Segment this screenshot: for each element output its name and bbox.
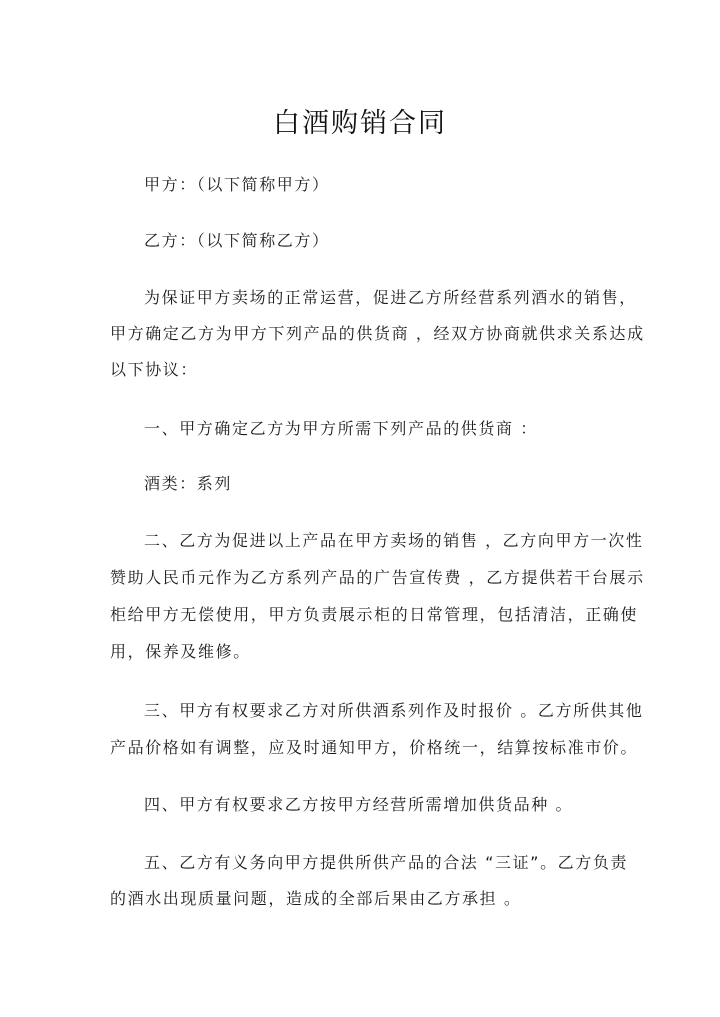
clause-1-line-1: 一、甲方确定乙方为甲方所需下列产品的供货商 ： — [144, 419, 538, 438]
preamble-line-3: 以下协议： — [110, 360, 199, 379]
party-a-line: 甲方：（以下简称甲方） — [144, 175, 330, 194]
clause-3-line-2: 产品价格如有调整，应及时通知甲方，价格统一，结算按标准市价。 — [110, 738, 639, 757]
clause-2-line-4: 用，保养及维修。 — [110, 642, 251, 661]
party-b-line: 乙方：（以下简称乙方） — [144, 231, 330, 250]
preamble-line-2: 甲方确定乙方为甲方下列产品的供货商 ，经双方协商就供求关系达成 — [110, 324, 645, 343]
clause-2-line-2: 赞助人民币元作为乙方系列产品的广告宣传费 ，乙方提供若干台展示 — [110, 568, 645, 587]
clause-3-line-1: 三、甲方有权要求乙方对所供酒系列作及时报价 。乙方所供其他 — [144, 701, 644, 720]
clause-2-line-1: 二、乙方为促进以上产品在甲方卖场的销售 ，乙方向甲方一次性 — [144, 531, 644, 550]
liquor-type-line: 酒类：系列 — [144, 474, 233, 493]
clause-5-line-1: 五、乙方有义务向甲方提供所供产品的合法 “三证”。乙方负责 — [144, 853, 629, 872]
clause-4-line-1: 四、甲方有权要求乙方按甲方经营所需增加供货品种 。 — [144, 795, 574, 814]
clause-2-line-3: 柜给甲方无偿使用，甲方负责展示柜的日常管理，包括清洁，正确使 — [110, 605, 639, 624]
preamble-line-1: 为保证甲方卖场的正常运营，促进乙方所经营系列酒水的销售， — [144, 288, 637, 307]
contract-title: 白酒购销合同 — [273, 108, 447, 139]
clause-5-line-2: 的酒水出现质量问题，造成的全部后果由乙方承担 。 — [110, 889, 522, 908]
